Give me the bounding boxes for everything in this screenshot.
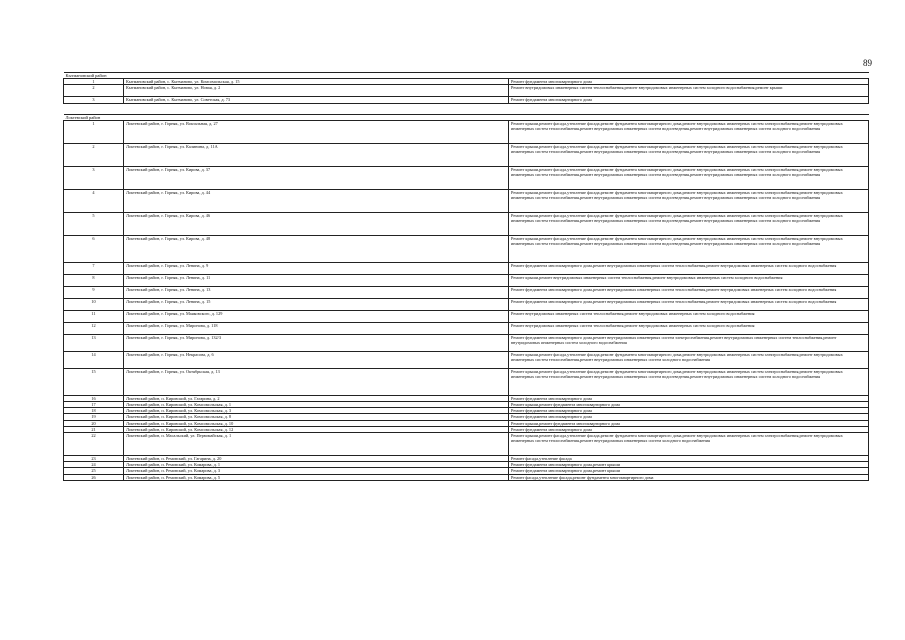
row-number: 6 bbox=[64, 235, 124, 262]
page-number: 89 bbox=[863, 58, 872, 68]
row-address: Кытмановский район, с. Кытманово, ул. Советская, д. 73 bbox=[124, 97, 509, 103]
row-number: 26 bbox=[64, 474, 124, 480]
row-number: 9 bbox=[64, 286, 124, 298]
row-works: Ремонт фундамента многоквартирного дома bbox=[509, 97, 869, 103]
row-works: Ремонт фасада,утепление фасада bbox=[509, 456, 869, 462]
row-number: 5 bbox=[64, 212, 124, 235]
row-number: 23 bbox=[64, 456, 124, 462]
row-works: Ремонт фундамента многоквартирного дома,ремонт внутридомовых инженерных систем электроснабжения,ремонт внутридомовых инженерных систем теплоснабжения,ремонт внутридомовых инженерных систем холодного водоснабжения bbox=[509, 334, 869, 351]
row-works: Ремонт фундамента многоквартирного дома bbox=[509, 426, 869, 432]
table-row bbox=[64, 85, 869, 97]
row-number: 3 bbox=[64, 166, 124, 189]
row-works: Ремонт фундамента многоквартирного дома bbox=[509, 395, 869, 401]
row-works: Ремонт фундамента многоквартирного дома bbox=[509, 408, 869, 414]
row-works: Ремонт фундамента многоквартирного дома,ремонт крыши bbox=[509, 468, 869, 474]
row-number: 22 bbox=[64, 433, 124, 456]
table-row bbox=[64, 120, 869, 143]
section-spacer bbox=[64, 103, 869, 114]
row-works: Ремонт фундамента многоквартирного дома,ремонт внутридомовых инженерных систем теплоснабжения,ремонт внутридомовых инженерных систем холодного водоснабжения bbox=[509, 286, 869, 298]
row-address: Локтевский район, г. Горняк, ул. Миронова, д. 132/3 bbox=[124, 334, 509, 351]
row-address: Локтевский район, п. Кировский, ул. Комсомольская, д. 1 bbox=[124, 402, 509, 408]
row-address: Локтевский район, п. Кировский, ул. Комсомольская, д. 3 bbox=[124, 408, 509, 414]
table-row bbox=[64, 334, 869, 351]
table-row bbox=[64, 143, 869, 166]
row-address: Локтевский район, г. Горняк, ул. Миронова, д. 118 bbox=[124, 322, 509, 334]
row-works: Ремонт внутридомовых инженерных систем теплоснабжения,ремонт внутридомовых инженерных систем холодного водоснабжения bbox=[509, 310, 869, 322]
table-row bbox=[64, 274, 869, 286]
row-works: Ремонт крыши,ремонт фасада,утепление фасада,ремонт фундамента многоквартирного дома,ремонт внутридомовых инженерных систем электроснабжения,ремонт внутридомовых инженерных систем теплоснабжения,ремонт внутридомовых инженерных систем водоотведения,ремонт внутридомовых инженерных систем холодного водоснабжения bbox=[509, 212, 869, 235]
row-address: Кытмановский район, с. Кытманово, ул. Комсомольская, д. 15 bbox=[124, 79, 509, 85]
table-row bbox=[64, 166, 869, 189]
row-works: Ремонт фундамента многоквартирного дома,ремонт внутридомовых инженерных систем теплоснабжения,ремонт внутридомовых инженерных систем холодного водоснабжения bbox=[509, 262, 869, 274]
row-works: Ремонт фундамента многоквартирного дома bbox=[509, 414, 869, 420]
row-address: Локтевский район, п. Кировский, ул. Гагарина, д. 2 bbox=[124, 395, 509, 401]
row-number: 11 bbox=[64, 310, 124, 322]
row-number: 19 bbox=[64, 414, 124, 420]
row-works: Ремонт крыши,ремонт фасада,утепление фасада,ремонт фундамента многоквартирного дома,ремонт внутридомовых инженерных систем электроснабжения,ремонт внутридомовых инженерных систем теплоснабжения,ремонт внутридомовых инженерных систем водоотведения,ремонт внутридомовых инженерных систем холодного водоснабжения bbox=[509, 189, 869, 212]
row-number: 25 bbox=[64, 468, 124, 474]
row-address: Локтевский район, п. Ремовский, ул. Комарова, д. 1 bbox=[124, 462, 509, 468]
table-row bbox=[64, 262, 869, 274]
row-works: Ремонт внутридомовых инженерных систем теплоснабжения,ремонт внутридомовых инженерных систем холодного водоснабжения bbox=[509, 322, 869, 334]
row-number: 17 bbox=[64, 402, 124, 408]
row-address: Локтевский район, г. Горняк, ул. Кирова, д. 37 bbox=[124, 166, 509, 189]
row-address: Локтевский район, г. Горняк, ул. Ленина, д. 9 bbox=[124, 262, 509, 274]
row-works: Ремонт крыши,ремонт фундамента многоквартирного дома bbox=[509, 402, 869, 408]
row-address: Локтевский район, г. Горняк, ул. Ленина, д. 15 bbox=[124, 298, 509, 310]
row-number: 7 bbox=[64, 262, 124, 274]
row-works: Ремонт крыши,ремонт фундамента многоквартирного дома bbox=[509, 420, 869, 426]
table-row bbox=[64, 433, 869, 456]
row-address: Локтевский район, п. Ремовский, ул. Комарова, д. 3 bbox=[124, 468, 509, 474]
row-address: Локтевский район, г. Горняк, ул. Кирова, д. 46 bbox=[124, 212, 509, 235]
row-number: 14 bbox=[64, 351, 124, 368]
row-address: Локтевский район, г. Горняк, ул. Кирова, д. 44 bbox=[124, 189, 509, 212]
row-address: Локтевский район, г. Горняк, ул. Ленина, д. 13 bbox=[124, 286, 509, 298]
row-number: 4 bbox=[64, 189, 124, 212]
row-works: Ремонт крыши,ремонт фасада,утепление фасада,ремонт фундамента многоквартирного дома,ремонт внутридомовых инженерных систем электроснабжения,ремонт внутридомовых инженерных систем теплоснабжения,ремонт внутридомовых инженерных систем водоотведения,ремонт внутридомовых инженерных систем холодного водоснабжения bbox=[509, 166, 869, 189]
row-number: 16 bbox=[64, 395, 124, 401]
table-row bbox=[64, 212, 869, 235]
row-number: 20 bbox=[64, 420, 124, 426]
row-number: 1 bbox=[64, 120, 124, 143]
row-address: Локтевский район, п. Кировский, ул. Комсомольская, д. 12 bbox=[124, 426, 509, 432]
row-number: 10 bbox=[64, 298, 124, 310]
row-number: 1 bbox=[64, 79, 124, 85]
row-works: Ремонт крыши,ремонт фасада,утепление фасада,ремонт фундамента многоквартирного дома,ремонт внутридомовых инженерных систем электроснабжения,ремонт внутридомовых инженерных систем теплоснабжения,ремонт внутридомовых инженерных систем водоотведения,ремонт внутридомовых инженерных систем холодного водоснабжения bbox=[509, 368, 869, 395]
row-works: Ремонт крыши,ремонт фасада,утепление фасада,ремонт фундамента многоквартирного дома,ремонт внутридомовых инженерных систем электроснабжения,ремонт внутридомовых инженерных систем теплоснабжения,ремонт внутридомовых инженерных систем водоотведения,ремонт внутридомовых инженерных систем холодного водоснабжения bbox=[509, 235, 869, 262]
row-address: Локтевский район, г. Горняк, ул. Некрасова, д. 6 bbox=[124, 351, 509, 368]
row-works: Ремонт крыши,ремонт фасада,утепление фасада,ремонт фундамента многоквартирного дома,ремонт внутридомовых инженерных систем электроснабжения,ремонт внутридомовых инженерных систем теплоснабжения,ремонт внутридомовых инженерных систем водоотведения,ремонт внутридомовых инженерных систем холодного водоснабжения bbox=[509, 120, 869, 143]
row-number: 8 bbox=[64, 274, 124, 286]
row-address: Локтевский район, г. Горняк, ул. Маяковского, д. 129 bbox=[124, 310, 509, 322]
table-row bbox=[64, 298, 869, 310]
row-address: Локтевский район, г. Горняк, ул. Кирова, д. 48 bbox=[124, 235, 509, 262]
row-address: Кытмановский район, с. Кытманово, ул. Новая, д. 2 bbox=[124, 85, 509, 97]
row-address: Локтевский район, п. Кировский, ул. Комсомольская, д. 8 bbox=[124, 414, 509, 420]
table-row bbox=[64, 474, 869, 480]
row-works: Ремонт крыши,ремонт фасада,утепление фасада,ремонт фундамента многоквартирного дома,ремонт внутридомовых инженерных систем электроснабжения,ремонт внутридомовых инженерных систем теплоснабжения,ремонт внутридомовых инженерных систем холодного водоснабжения bbox=[509, 433, 869, 456]
row-number: 3 bbox=[64, 97, 124, 103]
row-address: Локтевский район, г. Горняк, ул. Ленина, д. 11 bbox=[124, 274, 509, 286]
row-number: 2 bbox=[64, 143, 124, 166]
repair-plan-body bbox=[64, 73, 869, 481]
row-number: 21 bbox=[64, 426, 124, 432]
section-title: Локтевский район bbox=[64, 114, 869, 120]
row-works: Ремонт крыши,ремонт фасада,утепление фасада,ремонт фундамента многоквартирного дома,ремонт внутридомовых инженерных систем электроснабжения,ремонт внутридомовых инженерных систем теплоснабжения,ремонт внутридомовых инженерных систем холодного водоснабжения bbox=[509, 351, 869, 368]
repair-plan-table bbox=[63, 72, 869, 481]
row-address: Локтевский район, п. Ремовский, ул. Комарова, д. 5 bbox=[124, 474, 509, 480]
table-row bbox=[64, 286, 869, 298]
table-row bbox=[64, 310, 869, 322]
table-row bbox=[64, 351, 869, 368]
row-number: 15 bbox=[64, 368, 124, 395]
row-works: Ремонт внутридомовых инженерных систем теплоснабжения,ремонт внутридомовых инженерных систем холодного водоснабжения,ремонт крыши bbox=[509, 85, 869, 97]
row-works: Ремонт крыши,ремонт фасада,утепление фасада,ремонт фундамента многоквартирного дома,ремонт внутридомовых инженерных систем электроснабжения,ремонт внутридомовых инженерных систем теплоснабжения,ремонт внутридомовых инженерных систем водоотведения,ремонт внутридомовых инженерных систем холодного водоснабжения bbox=[509, 143, 869, 166]
row-works: Ремонт фундамента многоквартирного дома,ремонт внутридомовых инженерных систем теплоснабжения,ремонт внутридомовых инженерных систем холодного водоснабжения bbox=[509, 298, 869, 310]
row-address: Локтевский район, п. Ремовский, ул. Гагарина, д. 20 bbox=[124, 456, 509, 462]
section-title: Кытмановский район bbox=[64, 73, 869, 79]
row-number: 12 bbox=[64, 322, 124, 334]
row-number: 18 bbox=[64, 408, 124, 414]
row-number: 13 bbox=[64, 334, 124, 351]
row-address: Локтевский район, п. Масальский, ул. Первомайская, д. 1 bbox=[124, 433, 509, 456]
row-address: Локтевский район, г. Горняк, ул. Октябрьская, д. 13 bbox=[124, 368, 509, 395]
table-row bbox=[64, 368, 869, 395]
row-number: 24 bbox=[64, 462, 124, 468]
row-works: Ремонт крыши,ремонт внутридомовых инженерных систем теплоснабжения,ремонт внутридомовых инженерных систем холодного водоснабжения bbox=[509, 274, 869, 286]
row-works: Ремонт фундамента многоквартирного дома bbox=[509, 79, 869, 85]
row-number: 2 bbox=[64, 85, 124, 97]
table-row bbox=[64, 189, 869, 212]
row-address: Локтевский район, г. Горняк, ул. Калинина, д. 11А bbox=[124, 143, 509, 166]
table-row bbox=[64, 235, 869, 262]
row-address: Локтевский район, п. Кировский, ул. Комсомольская, д. 10 bbox=[124, 420, 509, 426]
row-address: Локтевский район, г. Горняк, ул. Вокзальная, д. 27 bbox=[124, 120, 509, 143]
row-works: Ремонт фасада,утепление фасада,ремонт фундамента многоквартирного дома bbox=[509, 474, 869, 480]
row-works: Ремонт фундамента многоквартирного дома,ремонт крыши bbox=[509, 462, 869, 468]
table-row bbox=[64, 322, 869, 334]
